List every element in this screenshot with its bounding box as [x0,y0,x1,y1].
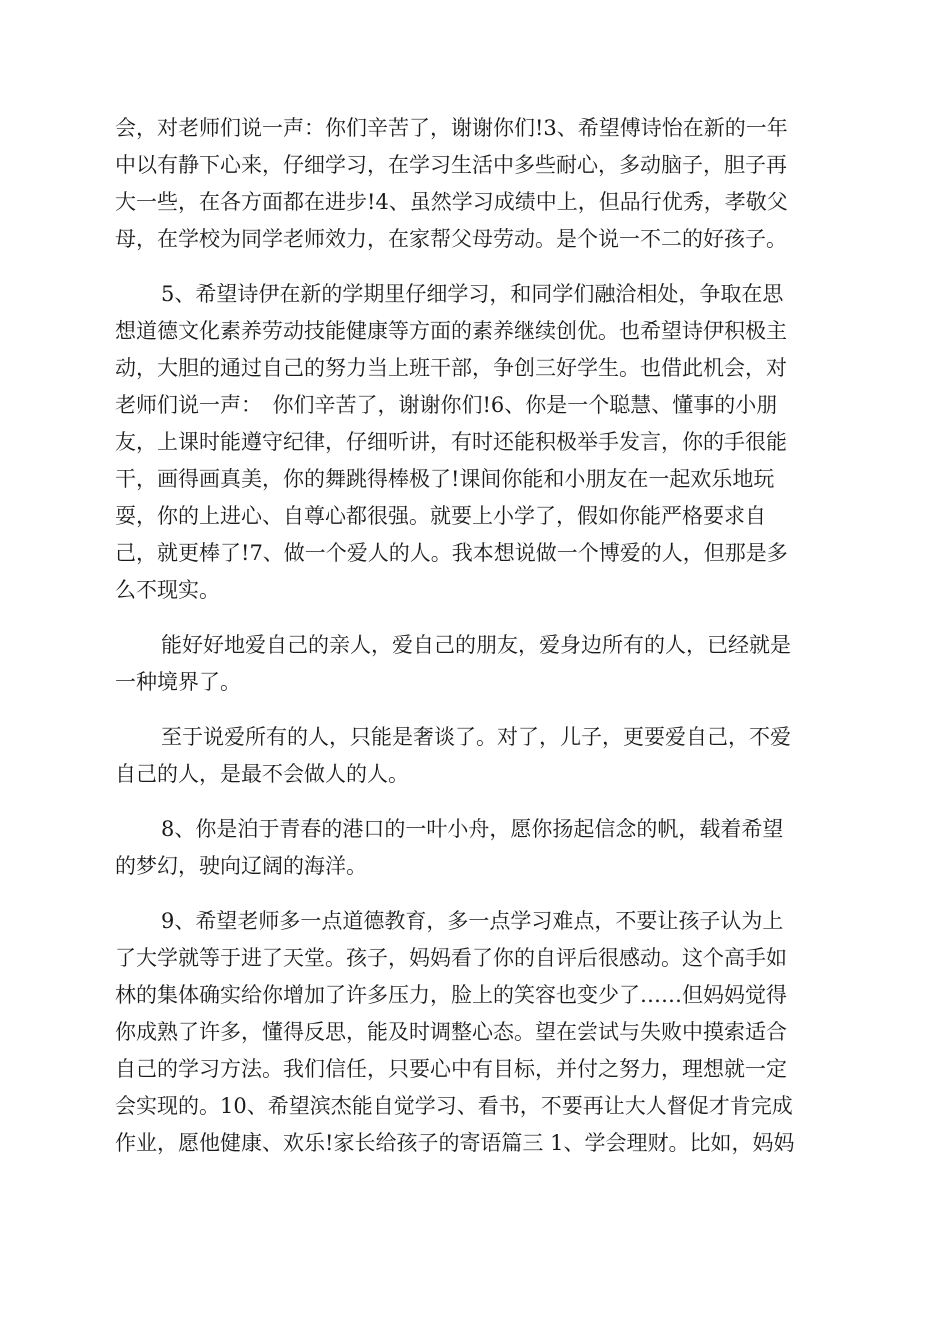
text-line: 了大学就等于进了天堂。孩子，妈妈看了你的自评后很感动。这个高手如 [115,946,787,970]
text-line: 友，上课时能遵守纪律，仔细听讲，有时还能积极举手发言，你的手很能 [115,430,787,454]
paragraph-2 [115,276,837,609]
text-line: 己，就更棒了!7、做一个爱人的人。我本想说做一个博爱的人，但那是多 [115,541,788,565]
text-line: 大一些，在各方面都在进步!4、虽然学习成绩中上，但品行优秀，孝敬父 [115,190,788,214]
paragraph-5 [115,811,837,885]
text-line: 至于说爱所有的人，只能是奢谈了。对了，儿子，更要爱自己，不爱 [161,725,791,749]
text-line: 会实现的。10、希望滨杰能自觉学习、看书，不要再让大人督促才肯完成 [115,1094,793,1118]
text-line: 8、你是泊于青春的港口的一叶小舟，愿你扬起信念的帆，载着希望 [161,817,784,841]
paragraph-4 [115,719,837,793]
text-line: 老师们说一声： 你们辛苦了，谢谢你们!6、你是一个聪慧、懂事的小朋 [115,393,778,417]
text-line: 自己的学习方法。我们信任，只要心中有目标，并付之努力，理想就一定 [115,1057,787,1081]
text-line: 自己的人，是最不会做人的人。 [115,762,409,786]
paragraph-1 [115,110,837,258]
text-line: 动，大胆的通过自己的努力当上班干部，争创三好学生。也借此机会，对 [115,356,787,380]
text-line: 5、希望诗伊在新的学期里仔细学习，和同学们融洽相处，争取在思 [161,282,784,306]
text-line: 母，在学校为同学老师效力，在家帮父母劳动。是个说一不二的好孩子。 [115,227,787,251]
paragraph-3 [115,627,837,701]
text-line: 一种境界了。 [115,670,241,694]
text-line: 的梦幻，驶向辽阔的海洋。 [115,854,367,878]
text-line: 你成熟了许多，懂得反思，能及时调整心态。望在尝试与失败中摸索适合 [115,1020,787,1044]
text-line: 作业，愿他健康、欢乐!家长给孩子的寄语篇三 1、学会理财。比如，妈妈 [115,1131,795,1155]
text-line: 想道德文化素养劳动技能健康等方面的素养继续创优。也希望诗伊积极主 [115,319,787,343]
text-line: 中以有静下心来，仔细学习，在学习生活中多些耐心，多动脑子，胆子再 [115,153,787,177]
text-line: 能好好地爱自己的亲人，爱自己的朋友，爱身边所有的人，已经就是 [161,633,791,657]
text-line: 干，画得画真美，你的舞跳得棒极了!课间你能和小朋友在一起欢乐地玩 [115,467,775,491]
text-line: 么不现实。 [115,578,220,602]
text-line: 耍，你的上进心、自尊心都很强。就要上小学了，假如你能严格要求自 [115,504,766,528]
text-line: 林的集体确实给你增加了许多压力，脸上的笑容也变少了……但妈妈觉得 [115,983,787,1007]
paragraph-6 [115,903,837,1162]
text-line: 会，对老师们说一声：你们辛苦了，谢谢你们!3、希望傅诗怡在新的一年 [115,116,788,140]
document-page [115,110,837,1180]
text-line: 9、希望老师多一点道德教育，多一点学习难点，不要让孩子认为上 [161,909,784,933]
